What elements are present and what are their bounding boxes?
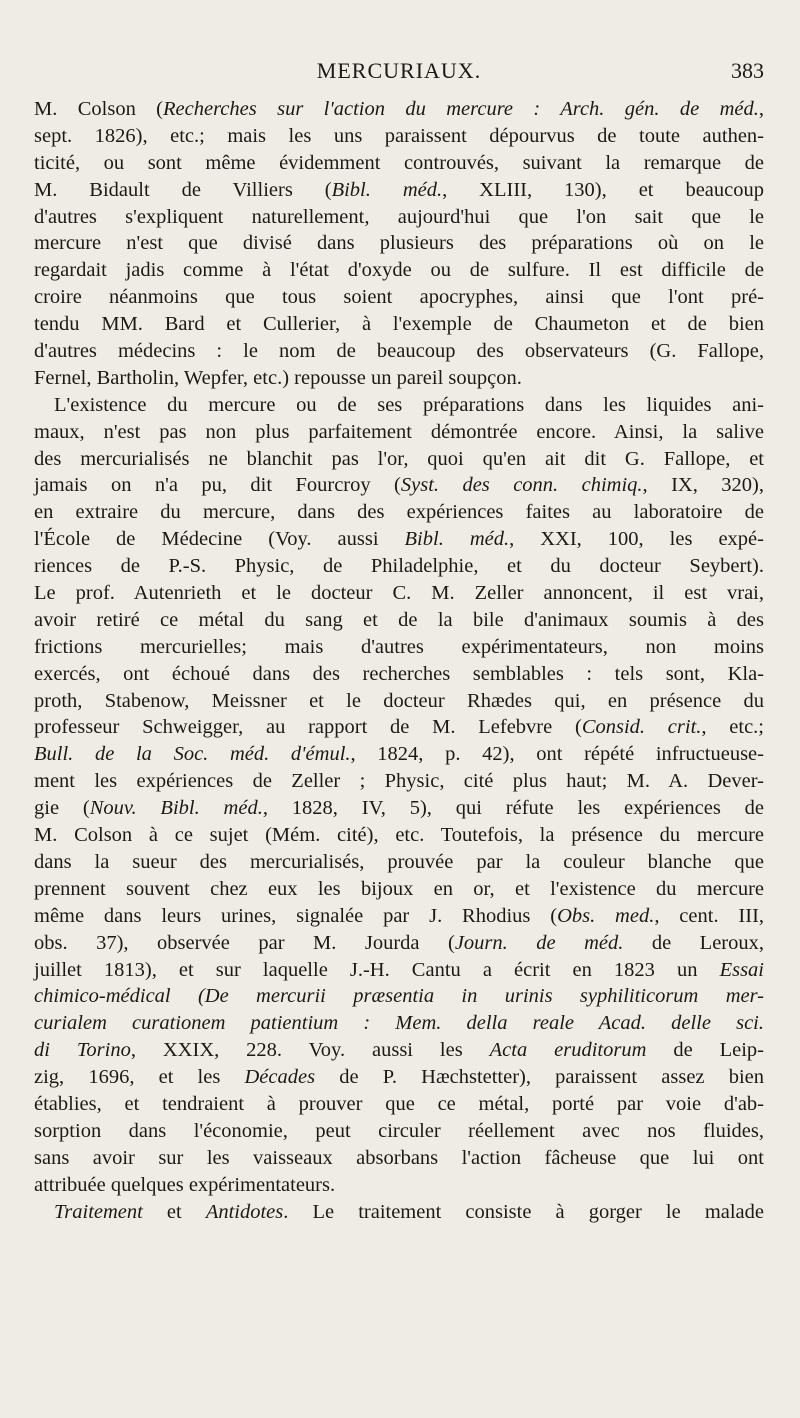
italic-citation: Acta eruditorum: [489, 1039, 647, 1062]
italic-citation: Bull. de la Soc. méd. d'émul.: [34, 743, 351, 766]
text-line: [34, 1145, 764, 1172]
text-segment: prennent souvent chez eux les bijoux en or, et l'existence du mercure: [34, 877, 764, 900]
text-segment: zig, 1696, et les: [34, 1066, 245, 1089]
text-segment: Fernel, Bartholin, Wepfer, etc.) repousse un pareil soupçon.: [34, 366, 522, 389]
running-title: MERCURIAUX.: [316, 58, 482, 83]
text-segment: établies, et tendraient à prouver que ce métal, porté par voie d'ab-: [34, 1092, 764, 1115]
text-segment: sept. 1826), etc.; mais les uns paraissent dépourvus de toute authen-: [34, 124, 764, 147]
text-segment: sans avoir sur les vaisseaux absorbans l'action fâcheuse que lui ont: [34, 1146, 764, 1169]
text-line: [34, 1010, 764, 1037]
text-segment: maux, n'est pas non plus parfaitement démontrée encore. Ainsi, la salive: [34, 420, 764, 443]
text-segment: gie (: [34, 797, 90, 820]
text-line: [34, 903, 764, 930]
body-text: [34, 96, 764, 1225]
text-segment: d'autres médecins : le nom de beaucoup des observateurs (G. Fallope,: [34, 340, 764, 363]
text-segment: de Leroux,: [623, 931, 764, 954]
text-segment: de P. Hæchstetter), paraissent assez bien: [315, 1066, 764, 1089]
italic-citation: chimico-médical (De mercurii præsentia in urinis syphiliticorum mer-: [34, 985, 764, 1008]
text-segment: , 1828, IV, 5), qui réfute les expériences de: [262, 797, 764, 820]
text-segment: ment les expériences de Zeller ; Physic, cité plus haut; M. A. Dever-: [34, 770, 764, 793]
text-segment: proth, Stabenow, Meissner et le docteur Rhædes qui, en présence du: [34, 689, 764, 712]
text-segment: d'autres s'expliquent naturellement, aujourd'hui que l'on sait que le: [34, 205, 764, 228]
text-line: [34, 1091, 764, 1118]
italic-citation: di Torino: [34, 1039, 131, 1062]
text-line: [34, 930, 764, 957]
italic-citation: Bibl. méd.: [404, 528, 510, 551]
page-number: 383: [731, 58, 764, 83]
text-segment: attribuée quelques expérimentateurs.: [34, 1173, 336, 1196]
text-line: [34, 795, 764, 822]
text-line: [34, 365, 764, 392]
text-line: [34, 1037, 764, 1064]
italic-citation: Obs. med.: [557, 904, 655, 927]
italic-citation: Décades: [244, 1066, 316, 1089]
text-segment: , XLIII, 130), et beaucoup: [442, 178, 764, 201]
text-line: [34, 499, 764, 526]
text-segment: , IX, 320),: [642, 474, 764, 497]
text-line: [34, 446, 764, 473]
text-segment: en extraire du mercure, dans des expériences faites au laboratoire de: [34, 501, 764, 524]
text-segment: M. Colson (: [34, 98, 164, 120]
text-segment: , XXI, 100, les expé-: [509, 528, 764, 551]
text-segment: et: [142, 1200, 206, 1223]
text-line: [34, 177, 764, 204]
text-segment: mercure n'est que divisé dans plusieurs des préparations où on le: [34, 232, 764, 255]
text-segment: M. Colson à ce sujet (Mém. cité), etc. Toutefois, la présence du mercure: [34, 824, 764, 847]
italic-citation: Traitement: [54, 1200, 143, 1223]
text-line: [34, 526, 764, 553]
text-line: [34, 634, 764, 661]
text-segment: riences de P.-S. Physic, de Philadelphie, et du docteur Seybert).: [34, 555, 764, 578]
text-line: [34, 553, 764, 580]
italic-citation: curialem curationem patientium : Mem. della reale Acad. delle sci.: [34, 1012, 764, 1035]
text-segment: professeur Schweigger, au rapport de M. Lefebvre (: [34, 716, 582, 739]
text-segment: croire néanmoins que tous soient apocryphes, ainsi que l'ont pré-: [34, 286, 764, 309]
text-segment: sorption dans l'économie, peut circuler réellement avec nos fluides,: [34, 1119, 764, 1142]
text-segment: juillet 1813), et sur laquelle J.-H. Cantu a écrit en 1823 un: [34, 958, 720, 981]
text-segment: jamais on n'a pu, dit Fourcroy (: [34, 474, 401, 497]
page-header: [34, 58, 764, 94]
text-segment: obs. 37), observée par M. Jourda (: [34, 931, 455, 954]
text-segment: frictions mercurielles; mais d'autres expérimentateurs, non moins: [34, 635, 764, 658]
text-segment: M. Bidault de Villiers (: [34, 178, 332, 201]
text-line: [34, 338, 764, 365]
text-line: [34, 96, 764, 123]
italic-citation: Bibl. méd.: [331, 178, 443, 201]
text-line: [34, 284, 764, 311]
text-line: [34, 768, 764, 795]
text-line: [34, 741, 764, 768]
text-segment: exercés, ont échoué dans des recherches semblables : tels sont, Kla-: [34, 662, 764, 685]
text-line: [34, 1118, 764, 1145]
text-segment: , XXIX, 228. Voy. aussi les: [130, 1039, 490, 1062]
italic-citation: Journ. de méd.: [454, 931, 624, 954]
italic-citation: Nouv. Bibl. méd.: [89, 797, 263, 820]
text-segment: Le prof. Autenrieth et le docteur C. M. Zeller annoncent, il est vrai,: [34, 582, 764, 605]
text-line: [34, 688, 764, 715]
text-line: [34, 1064, 764, 1091]
italic-citation: Consid. crit.: [581, 716, 702, 739]
text-line: [34, 123, 764, 150]
text-line: [34, 472, 764, 499]
italic-citation: Antidotes: [205, 1200, 284, 1223]
italic-citation: Recherches sur l'action du mercure : Arch. gén. de méd.: [163, 98, 759, 120]
italic-citation: Essai: [719, 958, 764, 981]
text-segment: . Le traitement consiste à gorger le malade: [283, 1200, 765, 1223]
text-line: [34, 876, 764, 903]
text-line: [34, 849, 764, 876]
text-segment: , 1824, p. 42), ont répété infructueuse-: [350, 743, 764, 766]
text-segment: , cent. III,: [654, 904, 765, 927]
text-line: [34, 257, 764, 284]
text-line: [34, 419, 764, 446]
text-line: [34, 1199, 764, 1226]
text-segment: dans la sueur des mercurialisés, prouvée par la couleur blanche que: [34, 850, 764, 873]
text-line: [34, 983, 764, 1010]
text-segment: avoir retiré ce métal du sang et de la bile d'animaux soumis à des: [34, 608, 764, 631]
italic-citation: Syst. des conn. chimiq.: [400, 474, 643, 497]
text-segment: L'existence du mercure ou de ses préparations dans les liquides ani-: [54, 393, 764, 416]
text-segment: de Leip-: [646, 1039, 764, 1062]
text-line: [34, 580, 764, 607]
text-segment: l'École de Médecine (Voy. aussi: [34, 528, 405, 551]
text-segment: , etc.;: [701, 716, 764, 739]
text-segment: tendu MM. Bard et Cullerier, à l'exemple de Chaumeton et de bien: [34, 313, 764, 336]
text-segment: regardait jadis comme à l'état d'oxyde ou de sulfure. Il est difficile de: [34, 259, 764, 282]
text-line: [34, 957, 764, 984]
text-line: [34, 661, 764, 688]
text-line: [34, 150, 764, 177]
text-line: [34, 204, 764, 231]
text-line: [34, 230, 764, 257]
text-line: [34, 714, 764, 741]
text-segment: même dans leurs urines, signalée par J. Rhodius (: [34, 904, 558, 927]
text-segment: ticité, ou sont même évidemment controuvés, suivant la remarque de: [34, 151, 764, 174]
text-segment: ,: [758, 98, 764, 120]
text-line: [34, 311, 764, 338]
text-segment: des mercurialisés ne blanchit pas l'or, quoi qu'en ait dit G. Fallope, et: [34, 447, 764, 470]
text-line: [34, 1172, 764, 1199]
text-line: [34, 822, 764, 849]
text-line: [34, 392, 764, 419]
text-line: [34, 607, 764, 634]
